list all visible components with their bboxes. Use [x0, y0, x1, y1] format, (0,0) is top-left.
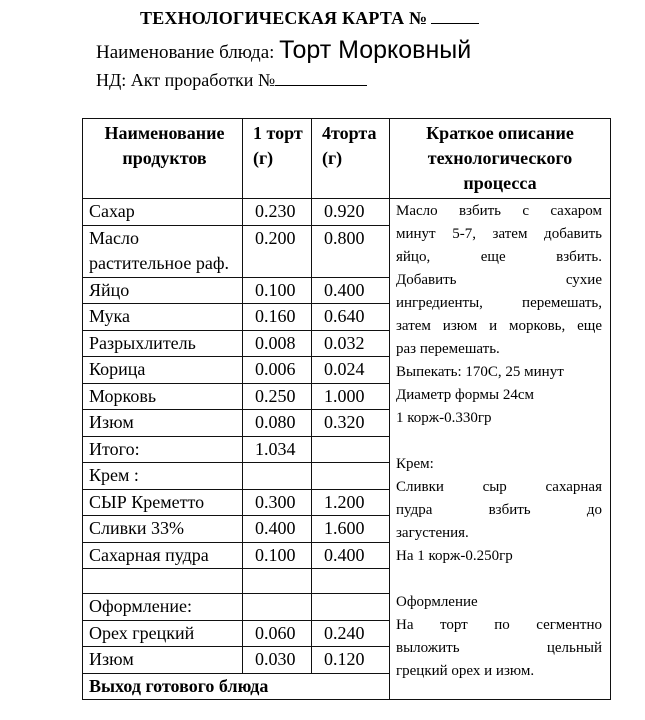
amount-four-cakes: 0.800: [312, 225, 390, 277]
act-number-blank: [275, 71, 367, 86]
description-line: Диаметр формы 24см: [396, 387, 535, 403]
ingredient-name: Мука: [83, 304, 243, 331]
ingredient-name: Морковь: [83, 383, 243, 410]
amount-four-cakes: [312, 569, 390, 594]
amount-one-cake: [243, 463, 312, 490]
description-line: загустения.: [396, 525, 469, 541]
amount-four-cakes: 1.200: [312, 489, 390, 516]
amount-four-cakes: 0.400: [312, 542, 390, 569]
ingredient-name: Орех грецкий: [83, 620, 243, 647]
ingredient-name: Сахар: [83, 199, 243, 226]
amount-one-cake: 0.160: [243, 304, 312, 331]
amount-four-cakes: 0.400: [312, 277, 390, 304]
description-line: яйцо, еще взбить.: [396, 249, 602, 265]
amount-four-cakes: 0.920: [312, 199, 390, 226]
amount-one-cake: [243, 594, 312, 621]
ingredient-name: Крем :: [83, 463, 243, 490]
description-line: затем изюм и морковь, еще: [396, 318, 602, 334]
column-header-one-cake: 1 торт (г): [243, 119, 312, 199]
amount-four-cakes: 1.600: [312, 516, 390, 543]
description-line: минут 5-7, затем добавить: [396, 226, 602, 242]
description-line: На 1 корж-0.250гр: [396, 548, 513, 564]
ingredient-name: Корица: [83, 357, 243, 384]
description-line: пудра взбить до: [396, 502, 602, 518]
amount-one-cake: 1.034: [243, 436, 312, 463]
ingredient-name: Итого:: [83, 436, 243, 463]
amount-one-cake: 0.080: [243, 410, 312, 437]
ingredient-name: Яйцо: [83, 277, 243, 304]
ingredient-name: Изюм: [83, 410, 243, 437]
ingredient-name: [83, 569, 243, 594]
document-title-text: ТЕХНОЛОГИЧЕСКАЯ КАРТА №: [140, 8, 428, 28]
column-header-four-cakes: 4торта (г): [312, 119, 390, 199]
description-line: На торт по сегментно: [396, 617, 602, 633]
amount-four-cakes: 0.320: [312, 410, 390, 437]
column-header-description: Краткое описание технологического процесса: [390, 119, 611, 199]
amount-four-cakes: [312, 463, 390, 490]
description-line: Выпекать: 170С, 25 минут: [396, 364, 564, 380]
description-line: ингредиенты, перемешать,: [396, 295, 602, 311]
amount-one-cake: 0.200: [243, 225, 312, 277]
description-line: выложить цельный: [396, 640, 602, 656]
ingredient-name: СЫР Креметто: [83, 489, 243, 516]
amount-four-cakes: 0.120: [312, 647, 390, 674]
dish-name: Торт Морковный: [279, 36, 472, 64]
nd-line: [96, 70, 367, 91]
ingredient-name: Сливки 33%: [83, 516, 243, 543]
amount-one-cake: 0.100: [243, 277, 312, 304]
card-number-blank: [431, 9, 479, 24]
ingredient-name: Оформление:: [83, 594, 243, 621]
document-title: [140, 8, 479, 29]
tech-card-table: [82, 118, 611, 700]
amount-four-cakes: 0.640: [312, 304, 390, 331]
description-line: Сливки сыр сахарная: [396, 479, 602, 495]
output-label: Выход готового блюда: [83, 673, 390, 700]
column-header-name: Наименование продуктов: [83, 119, 243, 199]
description-line: 1 корж-0.330гр: [396, 410, 492, 426]
table-header-row: [83, 119, 611, 199]
amount-four-cakes: [312, 436, 390, 463]
dish-label: Наименование блюда:: [96, 42, 280, 63]
amount-one-cake: 0.300: [243, 489, 312, 516]
amount-one-cake: 0.008: [243, 330, 312, 357]
description-gap: [396, 568, 602, 591]
amount-four-cakes: 1.000: [312, 383, 390, 410]
amount-four-cakes: 0.240: [312, 620, 390, 647]
amount-one-cake: [243, 569, 312, 594]
ingredient-name: Изюм: [83, 647, 243, 674]
description-line: Крем:: [396, 456, 434, 472]
nd-label: НД: Акт проработки №: [96, 70, 276, 90]
description-line: раз перемешать.: [396, 341, 500, 357]
description-line: грецкий орех и изюм.: [396, 663, 535, 679]
process-description: [390, 199, 611, 700]
table-row: [83, 199, 611, 226]
amount-one-cake: 0.060: [243, 620, 312, 647]
amount-one-cake: 0.250: [243, 383, 312, 410]
description-line: Масло взбить с сахаром: [396, 203, 602, 219]
ingredient-name: Масло растительное раф.: [83, 225, 243, 277]
dish-name-line: [96, 36, 471, 65]
description-gap: [396, 430, 602, 453]
description-line: Добавить сухие: [396, 272, 602, 288]
amount-one-cake: 0.230: [243, 199, 312, 226]
amount-four-cakes: [312, 594, 390, 621]
amount-four-cakes: 0.024: [312, 357, 390, 384]
amount-one-cake: 0.400: [243, 516, 312, 543]
amount-four-cakes: 0.032: [312, 330, 390, 357]
amount-one-cake: 0.006: [243, 357, 312, 384]
amount-one-cake: 0.100: [243, 542, 312, 569]
ingredient-name: Сахарная пудра: [83, 542, 243, 569]
description-line: Оформление: [396, 594, 478, 610]
ingredient-name: Разрыхлитель: [83, 330, 243, 357]
amount-one-cake: 0.030: [243, 647, 312, 674]
